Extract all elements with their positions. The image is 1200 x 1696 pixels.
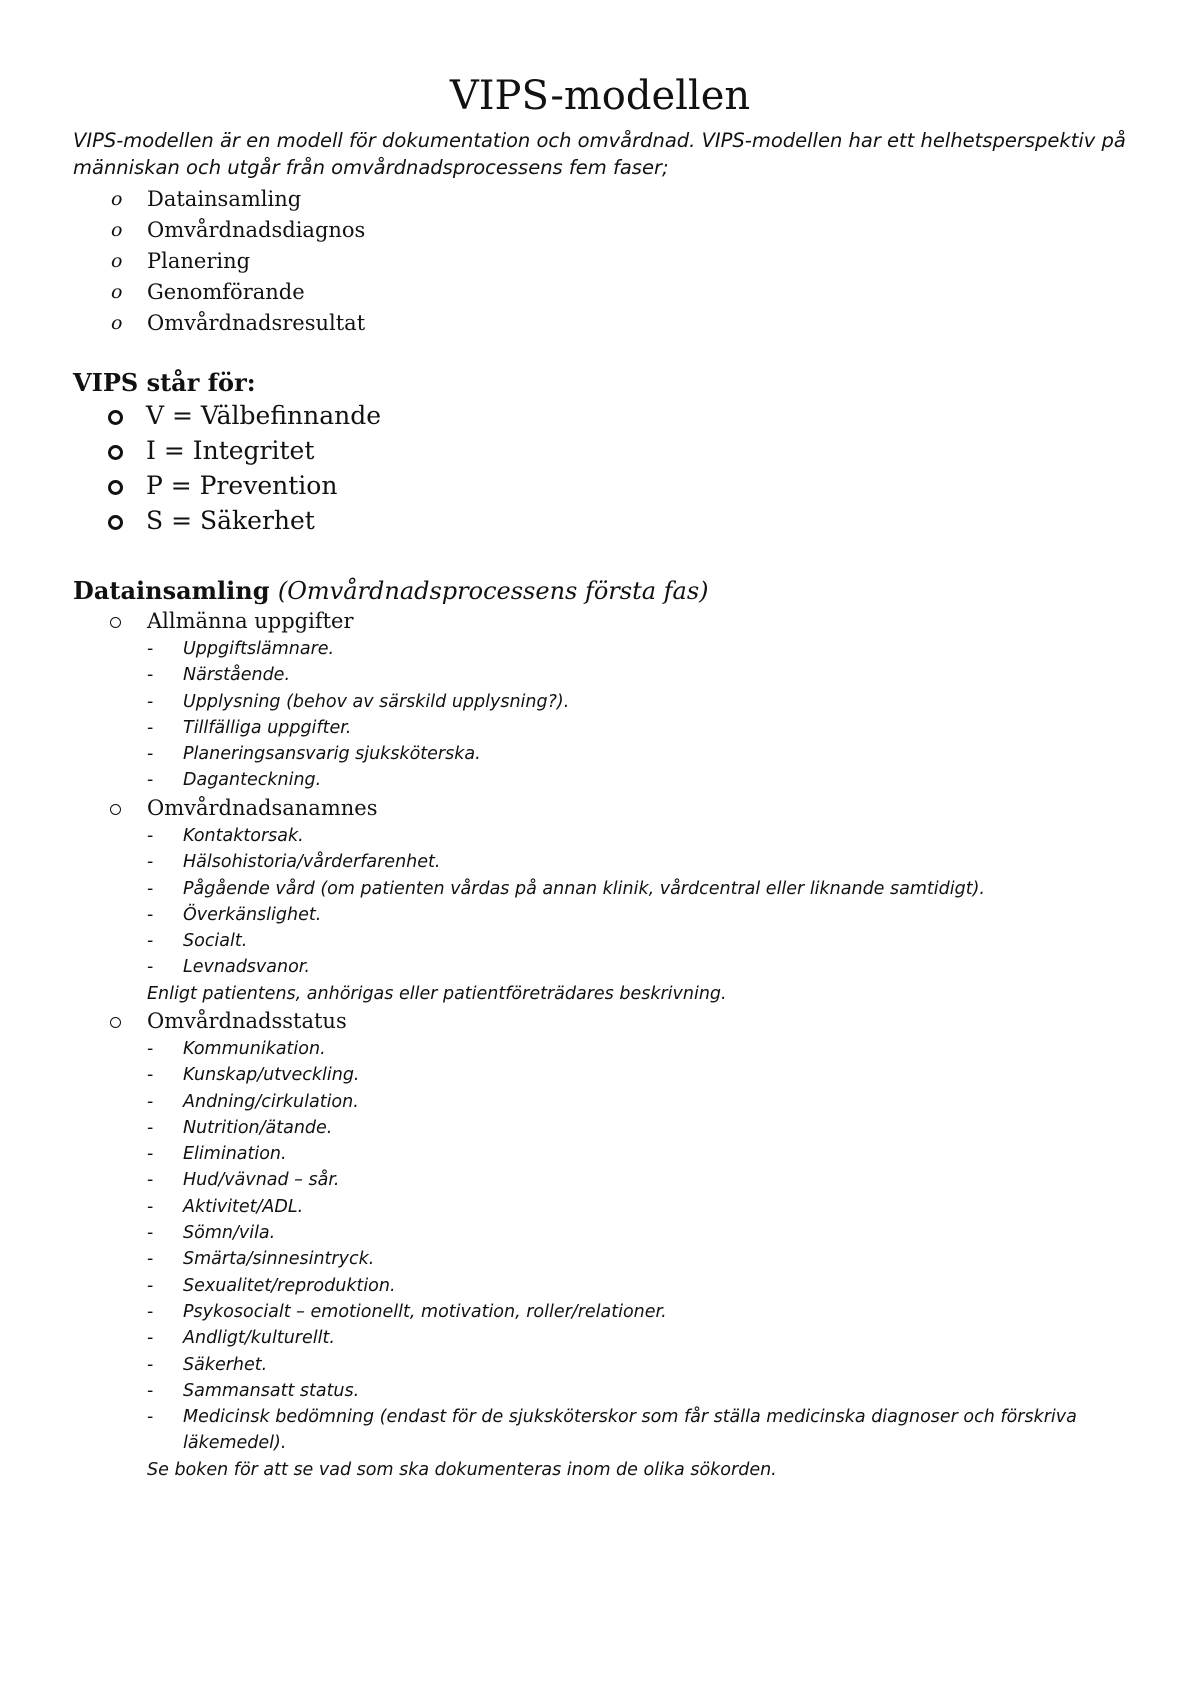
dash-bullet-icon: -	[147, 1065, 154, 1086]
list-item	[0, 849, 1143, 875]
document-title: VIPS-modellen	[449, 73, 751, 119]
item-text: Nutrition/ätande.	[183, 1117, 333, 1138]
list-item	[0, 1062, 1143, 1088]
circle-bullet-icon	[108, 410, 123, 425]
vips-item: S = Säkerhet	[146, 506, 315, 535]
hollow-bullet-icon: o	[111, 312, 123, 334]
list-item	[0, 1220, 1143, 1246]
phase-label: Omvårdnadsdiagnos	[147, 218, 366, 242]
item-text: Elimination.	[183, 1144, 287, 1165]
dash-bullet-icon: -	[147, 931, 154, 952]
item-text: Hälsohistoria/vårderfarenhet.	[183, 852, 441, 873]
dash-bullet-icon: -	[147, 1249, 154, 1270]
dash-bullet-icon: -	[147, 1275, 154, 1296]
list-item	[0, 954, 1143, 980]
item-text: Daganteckning.	[183, 770, 322, 791]
phase-label: Planering	[147, 249, 251, 273]
group-note: Se boken för att se vad som ska dokumenteras inom de olika sökorden.	[147, 1459, 777, 1480]
item-text: Sammansatt status.	[183, 1380, 360, 1401]
dash-bullet-icon: -	[147, 665, 154, 686]
dash-bullet-icon: -	[147, 1170, 154, 1191]
circle-bullet-icon	[110, 804, 121, 815]
circle-bullet-icon	[110, 1017, 121, 1028]
group-title	[0, 607, 1143, 636]
item-text: Kunskap/utveckling.	[183, 1065, 360, 1086]
item-text: Levnadsvanor.	[183, 957, 310, 978]
group-note: Enligt patientens, anhörigas eller patientföreträdares beskrivning.	[147, 983, 727, 1004]
item-text: Närstående.	[183, 665, 291, 686]
dash-bullet-icon: -	[147, 826, 154, 846]
item-text: Överkänslighet.	[183, 904, 322, 925]
list-item	[0, 1115, 1143, 1141]
list-item	[0, 1325, 1143, 1351]
list-item	[0, 1273, 1143, 1299]
dash-bullet-icon: -	[147, 1144, 154, 1165]
hollow-bullet-icon: o	[111, 281, 123, 303]
dash-bullet-icon: -	[147, 878, 154, 899]
vips-item: P = Prevention	[146, 471, 338, 500]
circle-bullet-icon	[108, 515, 123, 530]
dash-bullet-icon: -	[147, 852, 154, 873]
group-title-label: Allmänna uppgifter	[147, 609, 354, 633]
list-item	[0, 1404, 1143, 1457]
dash-bullet-icon: -	[147, 1328, 154, 1349]
dash-bullet-icon: -	[147, 691, 154, 712]
phase-label: Datainsamling	[147, 187, 302, 211]
circle-bullet-icon	[108, 480, 123, 495]
item-list	[0, 823, 1143, 981]
item-text: Aktivitet/ADL.	[183, 1196, 304, 1217]
item-text: Smärta/sinnesintryck.	[183, 1249, 375, 1270]
item-text: Kommunikation.	[183, 1039, 326, 1059]
item-text: Psykosocialt – emotionellt, motivation, roller/relationer.	[183, 1301, 667, 1322]
item-text: Tillfälliga uppgifter.	[183, 717, 352, 738]
dash-bullet-icon: -	[147, 957, 154, 978]
hollow-bullet-icon: o	[111, 250, 123, 272]
item-text: Kontaktorsak.	[183, 826, 304, 846]
item-text: Hud/vävnad – sår.	[183, 1170, 340, 1191]
group-title	[0, 794, 1143, 823]
phase-label: Genomförande	[147, 280, 305, 304]
dash-bullet-icon: -	[147, 717, 154, 738]
list-item	[0, 1299, 1143, 1325]
group-omvardnadsstatus	[0, 1007, 1143, 1483]
list-item	[0, 1036, 1143, 1062]
dash-bullet-icon: -	[147, 1380, 154, 1401]
group-omvardnadsanamnes	[0, 794, 1143, 1007]
phase-label: Omvårdnadsresultat	[147, 311, 366, 335]
list-item	[0, 1194, 1143, 1220]
item-text: Andning/cirkulation.	[183, 1091, 359, 1112]
intro-paragraph: VIPS-modellen är en modell för dokumentation och omvårdnad. VIPS-modellen har ett helhetsperspektiv på människan och utgår från omvårdnadsprocessens fem faser;	[73, 129, 1126, 179]
item-text: Upplysning (behov av särskild upplysning?).	[183, 691, 570, 712]
item-text: Sexualitet/reproduktion.	[183, 1275, 396, 1296]
dash-bullet-icon: -	[147, 1117, 154, 1138]
circle-bullet-icon	[110, 617, 121, 628]
circle-bullet-icon	[108, 445, 123, 460]
datainsamling-heading	[73, 575, 709, 607]
list-item	[0, 876, 1143, 902]
list-item	[0, 767, 1143, 793]
list-item	[0, 636, 1143, 662]
dash-bullet-icon: -	[147, 1354, 154, 1375]
list-item	[0, 1246, 1143, 1272]
vips-heading: VIPS står för:	[73, 368, 256, 397]
list-item	[0, 662, 1143, 688]
item-text: Planeringsansvarig sjuksköterska.	[183, 744, 481, 765]
list-item	[0, 1089, 1143, 1115]
item-text: Säkerhet.	[183, 1354, 268, 1375]
dash-bullet-icon: -	[147, 1039, 154, 1059]
vips-item: I = Integritet	[146, 436, 315, 465]
dash-bullet-icon: -	[147, 744, 154, 765]
dash-bullet-icon: -	[147, 770, 154, 791]
dash-bullet-icon: -	[147, 1091, 154, 1112]
dash-bullet-icon: -	[147, 639, 154, 659]
hollow-bullet-icon: o	[111, 188, 123, 210]
list-item	[0, 1141, 1143, 1167]
list-item	[0, 689, 1143, 715]
dash-bullet-icon: -	[147, 904, 154, 925]
list-item	[0, 823, 1143, 849]
list-item	[0, 1378, 1143, 1404]
item-text: Pågående vård (om patienten vårdas på annan klinik, vårdcentral eller liknande samtidigt).	[183, 878, 985, 899]
list-item	[0, 1352, 1143, 1378]
dash-bullet-icon: -	[147, 1407, 154, 1428]
list-item	[0, 928, 1143, 954]
hollow-bullet-icon: o	[111, 219, 123, 241]
item-text: Andligt/kulturellt.	[183, 1328, 335, 1349]
vips-item: V = Välbefinnande	[146, 401, 382, 430]
item-text: Sömn/vila.	[183, 1223, 276, 1244]
group-allmanna-uppgifter	[0, 607, 1143, 794]
list-item	[0, 715, 1143, 741]
datainsamling-subtitle: (Omvårdnadsprocessens första fas)	[277, 577, 709, 605]
dash-bullet-icon: -	[147, 1223, 154, 1244]
dash-bullet-icon: -	[147, 1301, 154, 1322]
list-item	[0, 902, 1143, 928]
group-title-label: Omvårdnadsstatus	[147, 1009, 347, 1033]
list-item	[0, 741, 1143, 767]
group-title	[0, 1007, 1143, 1036]
item-list	[0, 636, 1143, 794]
item-text: Medicinsk bedömning (endast för de sjuksköterskor som får ställa medicinska diagnoser och förskriva läkemedel).	[183, 1407, 1077, 1454]
datainsamling-title: Datainsamling	[73, 576, 270, 605]
item-text: Socialt.	[183, 931, 248, 952]
item-text: Uppgiftslämnare.	[183, 639, 335, 659]
group-title-label: Omvårdnadsanamnes	[147, 796, 378, 820]
item-list	[0, 1036, 1143, 1457]
list-item	[0, 1167, 1143, 1193]
dash-bullet-icon: -	[147, 1196, 154, 1217]
